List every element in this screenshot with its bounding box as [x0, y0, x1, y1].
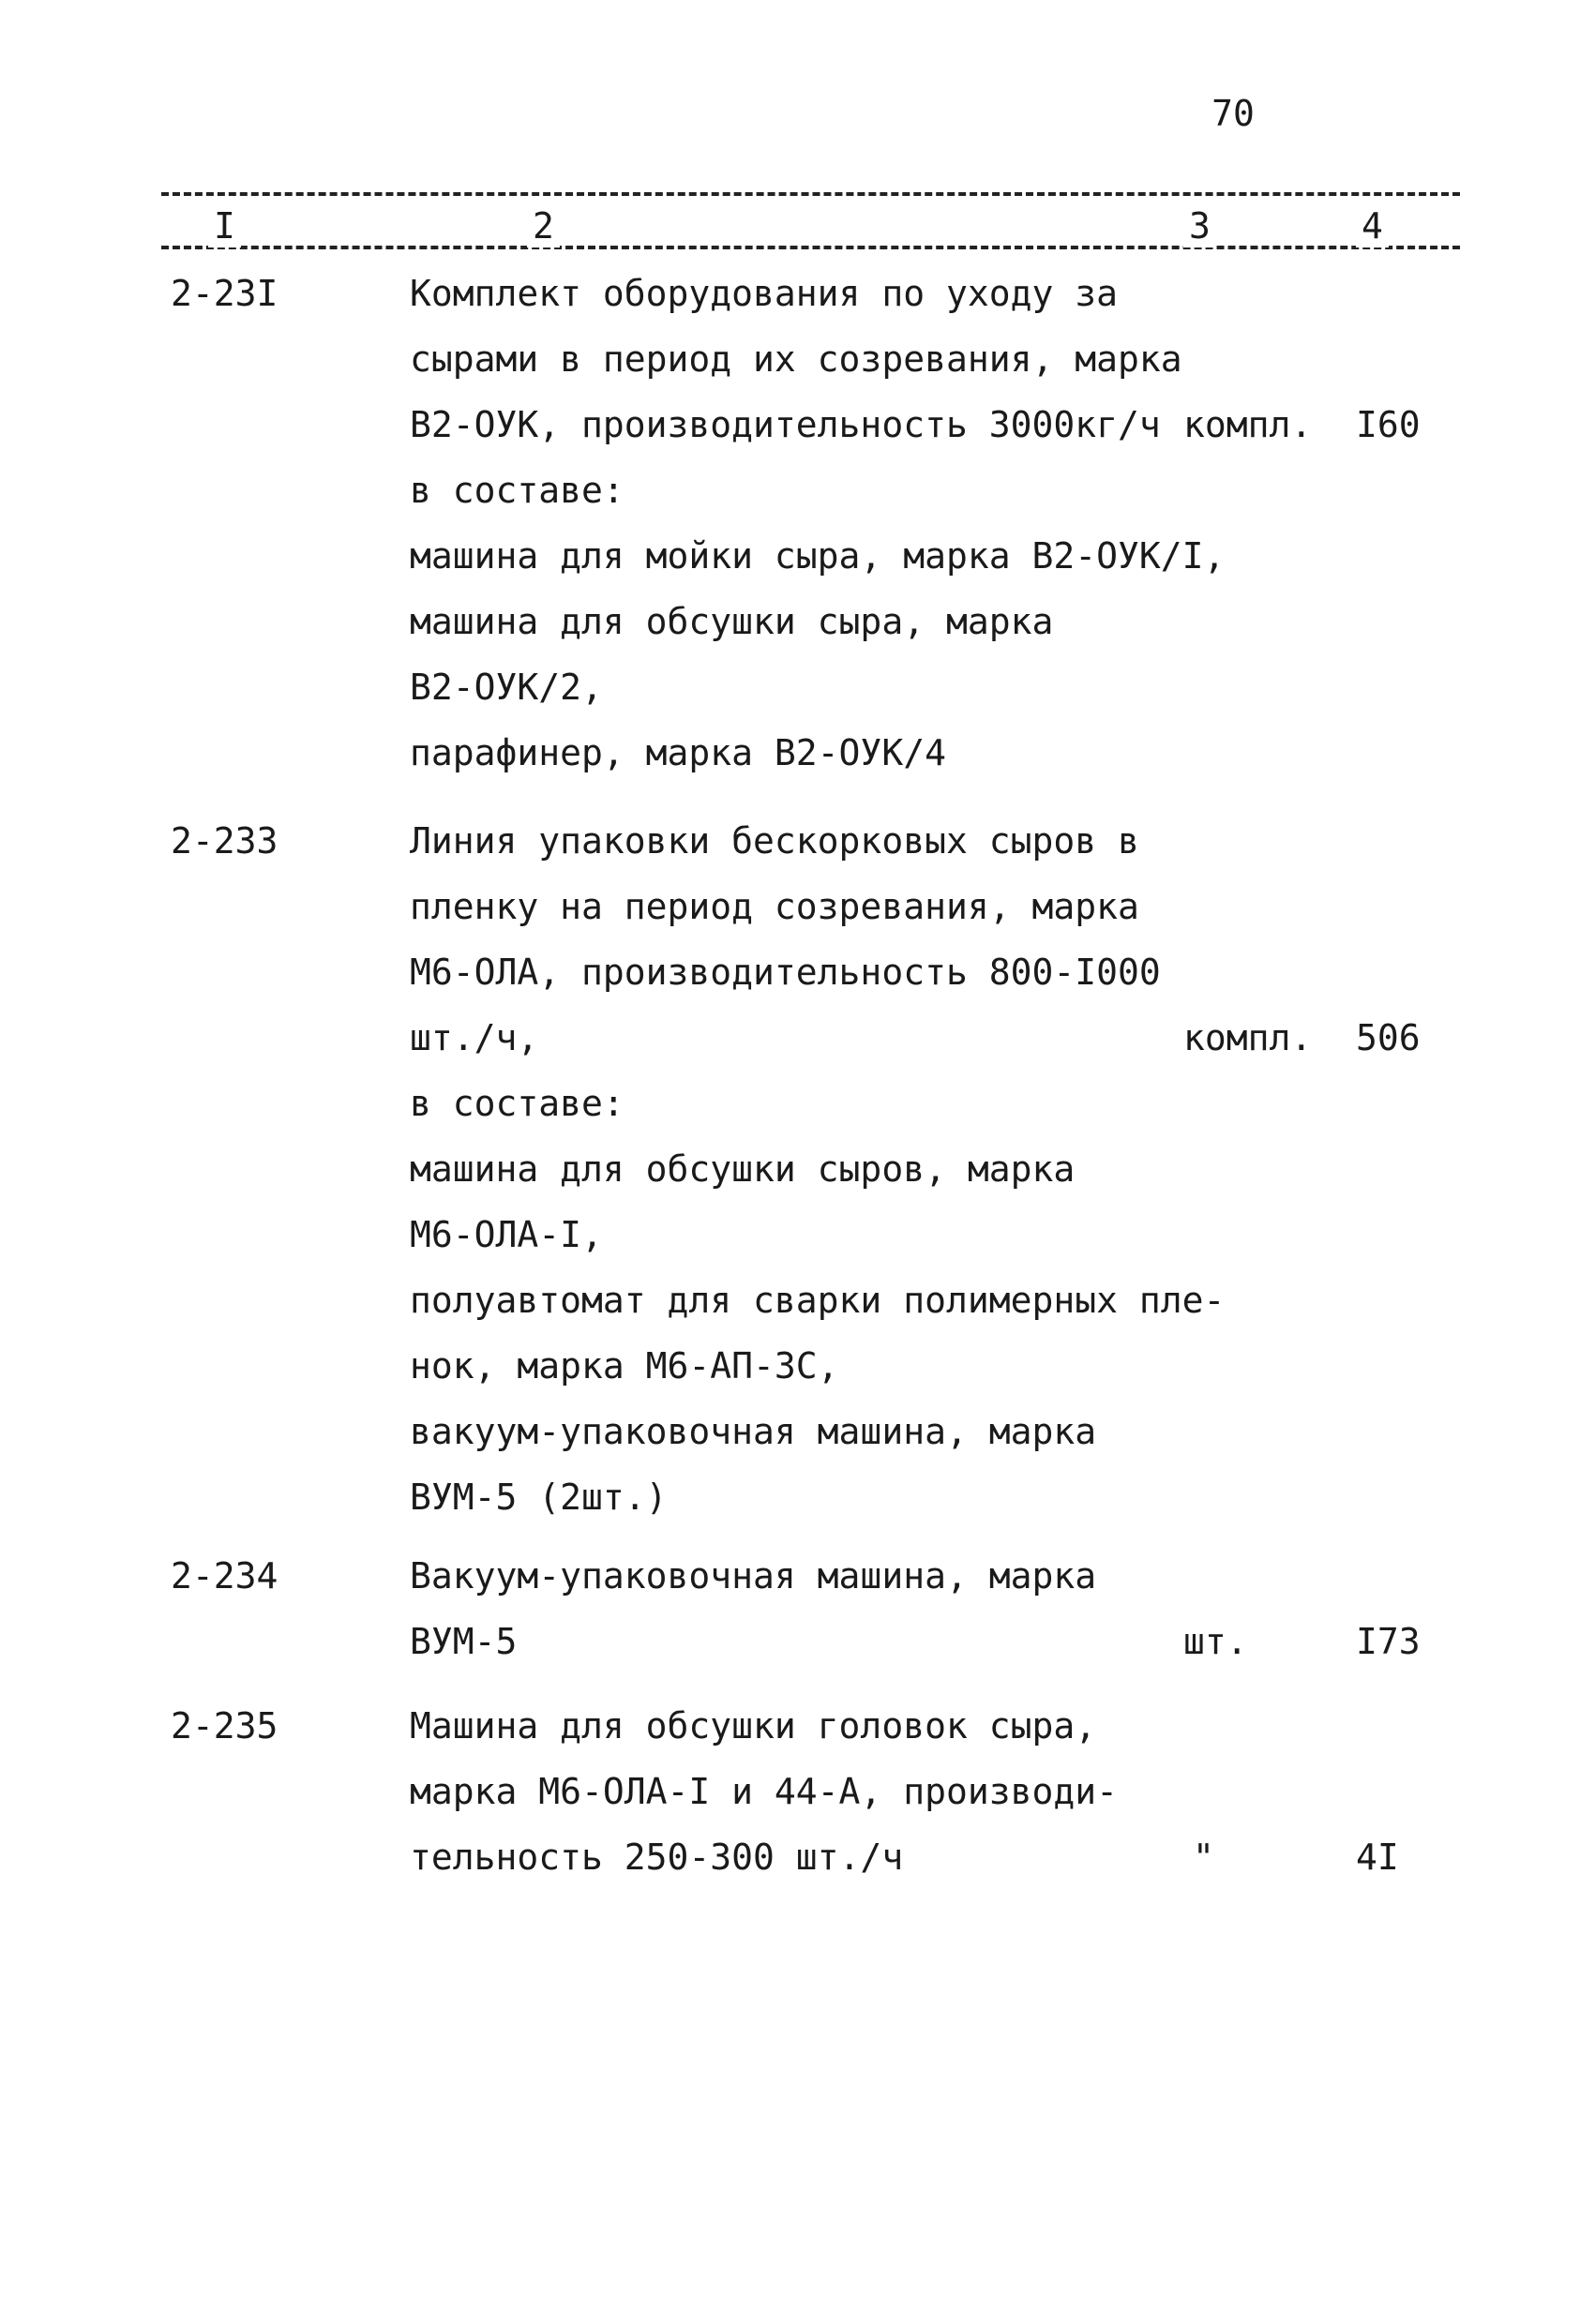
description-line: Вакуум-упаковочная машина, марка	[410, 1555, 1097, 1597]
description-line: в составе:	[410, 1083, 624, 1124]
item-unit: "	[1193, 1837, 1214, 1878]
description-line: М6-ОЛА, производительность 800-I000	[410, 952, 1161, 993]
description-line: В2-ОУК, производительность 3000кг/ч	[410, 404, 1161, 445]
item-code: 2-235	[171, 1705, 278, 1747]
description-line: вакуум-упаковочная машина, марка	[410, 1411, 1097, 1452]
item-description	[410, 1693, 1179, 1890]
description-line: ВУМ-5 (2шт.)	[410, 1477, 668, 1518]
description-line: парафинер, марка В2-ОУК/4	[410, 732, 946, 773]
column-header-3: 3	[1183, 204, 1216, 247]
description-line: Комплект оборудования по уходу за	[410, 273, 1118, 314]
item-value: I60	[1356, 404, 1421, 445]
column-header-2: 2	[527, 204, 560, 247]
description-line: тельность 250-300 шт./ч	[410, 1837, 904, 1878]
item-description	[410, 1543, 1179, 1674]
description-line: пленку на период созревания, марка	[410, 886, 1139, 927]
description-line: в составе:	[410, 470, 624, 511]
item-value: 506	[1356, 1017, 1421, 1058]
page-number: 70	[1211, 93, 1255, 134]
item-description	[410, 808, 1226, 1530]
description-line: машина для мойки сыра, марка В2-ОУК/I,	[410, 535, 1226, 577]
item-unit: компл.	[1183, 1017, 1313, 1058]
description-line: М6-ОЛА-I,	[410, 1214, 603, 1255]
description-line: машина для обсушки сыра, марка	[410, 601, 1054, 642]
item-description	[410, 261, 1226, 786]
column-header-4: 4	[1356, 204, 1389, 247]
header-top-rule	[161, 192, 1460, 196]
item-value: 4I	[1356, 1837, 1399, 1878]
description-line: машина для обсушки сыров, марка	[410, 1148, 1076, 1190]
description-line: ВУМ-5	[410, 1621, 518, 1662]
item-unit: компл.	[1183, 404, 1313, 445]
description-line: В2-ОУК/2,	[410, 667, 603, 708]
item-code: 2-233	[171, 820, 278, 862]
description-line: Машина для обсушки головок сыра,	[410, 1705, 1097, 1747]
description-line: нок, марка М6-АП-3С,	[410, 1345, 839, 1387]
item-unit: шт.	[1183, 1621, 1248, 1662]
header-bottom-rule	[161, 246, 1460, 249]
item-value: I73	[1356, 1621, 1421, 1662]
item-code: 2-23I	[171, 273, 278, 314]
description-line: Линия упаковки бескорковых сыров в	[410, 820, 1139, 862]
description-line: марка М6-ОЛА-I и 44-А, производи-	[410, 1771, 1118, 1812]
description-line: шт./ч,	[410, 1017, 539, 1058]
item-code: 2-234	[171, 1555, 278, 1597]
description-line: полуавтомат для сварки полимерных пле-	[410, 1280, 1226, 1321]
column-header-1: I	[208, 204, 241, 247]
description-line: сырами в период их созревания, марка	[410, 338, 1182, 380]
